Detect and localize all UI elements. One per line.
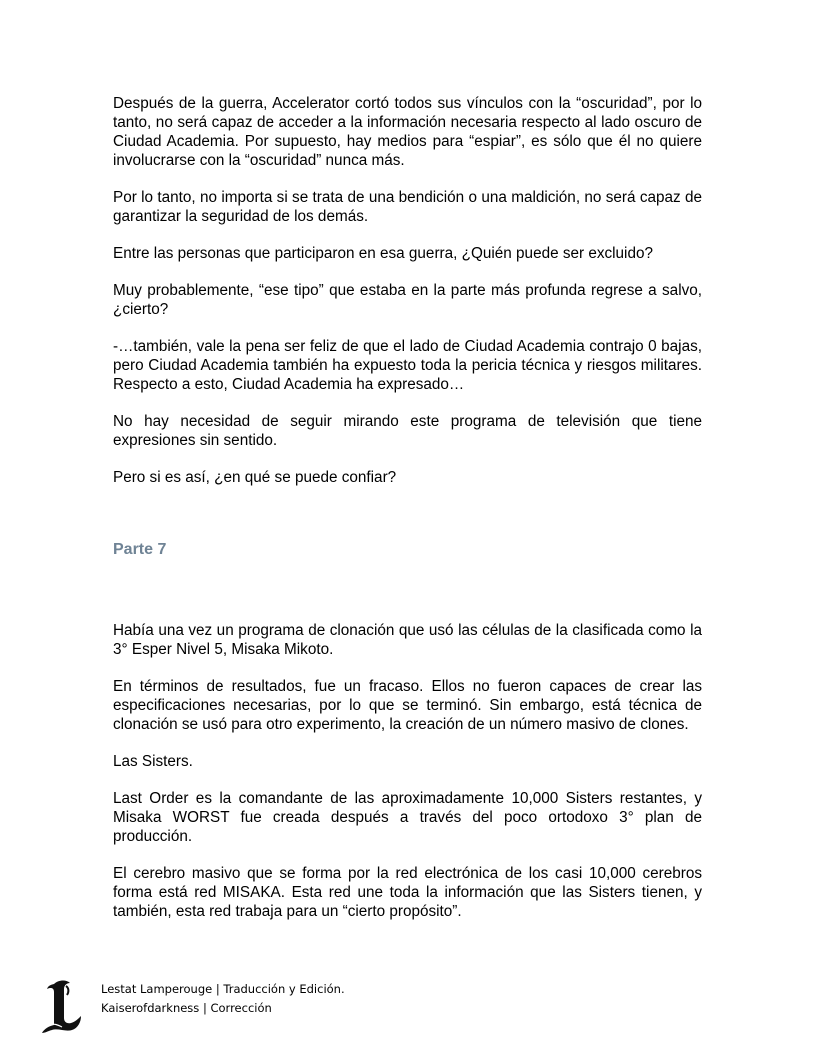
paragraph: Last Order es la comandante de las aproximadamente 10,000 Sisters restantes, y Misaka WORST fue creada después a través del poco ortodoxo 3° plan de producción. — [113, 790, 702, 845]
gothic-letter-l-logo-icon — [40, 978, 84, 1034]
footer-credits — [101, 980, 345, 1018]
paragraph: Por lo tanto, no importa si se trata de una bendición o una maldición, no será capaz de garantizar la seguridad de los demás. — [113, 189, 702, 225]
paragraph: No hay necesidad de seguir mirando este programa de televisión que tiene expresiones sin sentido. — [113, 413, 702, 449]
paragraph: El cerebro masivo que se forma por la red electrónica de los casi 10,000 cerebros forma está red MISAKA. Esta red une toda la información que las Sisters tienen, y también, esta red trabaja para un “cierto propósito”. — [113, 865, 702, 920]
paragraph: Muy probablemente, “ese tipo” que estaba en la parte más profunda regrese a salvo, ¿cierto? — [113, 282, 702, 318]
document-body — [113, 94, 702, 921]
paragraph: Entre las personas que participaron en esa guerra, ¿Quién puede ser excluido? — [113, 245, 653, 262]
page-footer — [40, 978, 440, 1038]
paragraph: Después de la guerra, Accelerator cortó todos sus vínculos con la “oscuridad”, por lo tanto, no será capaz de acceder a la información necesaria respecto al lado oscuro de Ciudad Academia. Por supuesto, hay medios para “espiar”, es sólo que él no quiere involucrarse con la “oscuridad” nunca más. — [113, 95, 702, 169]
paragraph: Pero si es así, ¿en qué se puede confiar? — [113, 469, 397, 486]
paragraph: Las Sisters. — [113, 753, 193, 770]
paragraph: En términos de resultados, fue un fracaso. Ellos no fueron capaces de crear las especificaciones necesarias, por lo que se terminó. Sin embargo, está técnica de clonación se usó para otro experimento, la creación de un número masivo de clones. — [113, 678, 702, 733]
footer-line-translation: Lestat Lamperouge | Traducción y Edición. — [101, 982, 345, 996]
section-heading: Parte 7 — [113, 541, 167, 558]
paragraph: -…también, vale la pena ser feliz de que el lado de Ciudad Academia contrajo 0 bajas, pero Ciudad Academia también ha expuesto toda la pericia técnica y riesgos militares. Respecto a esto, Ciudad Academia ha expresado… — [113, 338, 702, 393]
footer-line-correction: Kaiserofdarkness | Corrección — [101, 1001, 272, 1015]
paragraph: Había una vez un programa de clonación que usó las células de la clasificada como la 3° Esper Nivel 5, Misaka Mikoto. — [113, 622, 702, 658]
